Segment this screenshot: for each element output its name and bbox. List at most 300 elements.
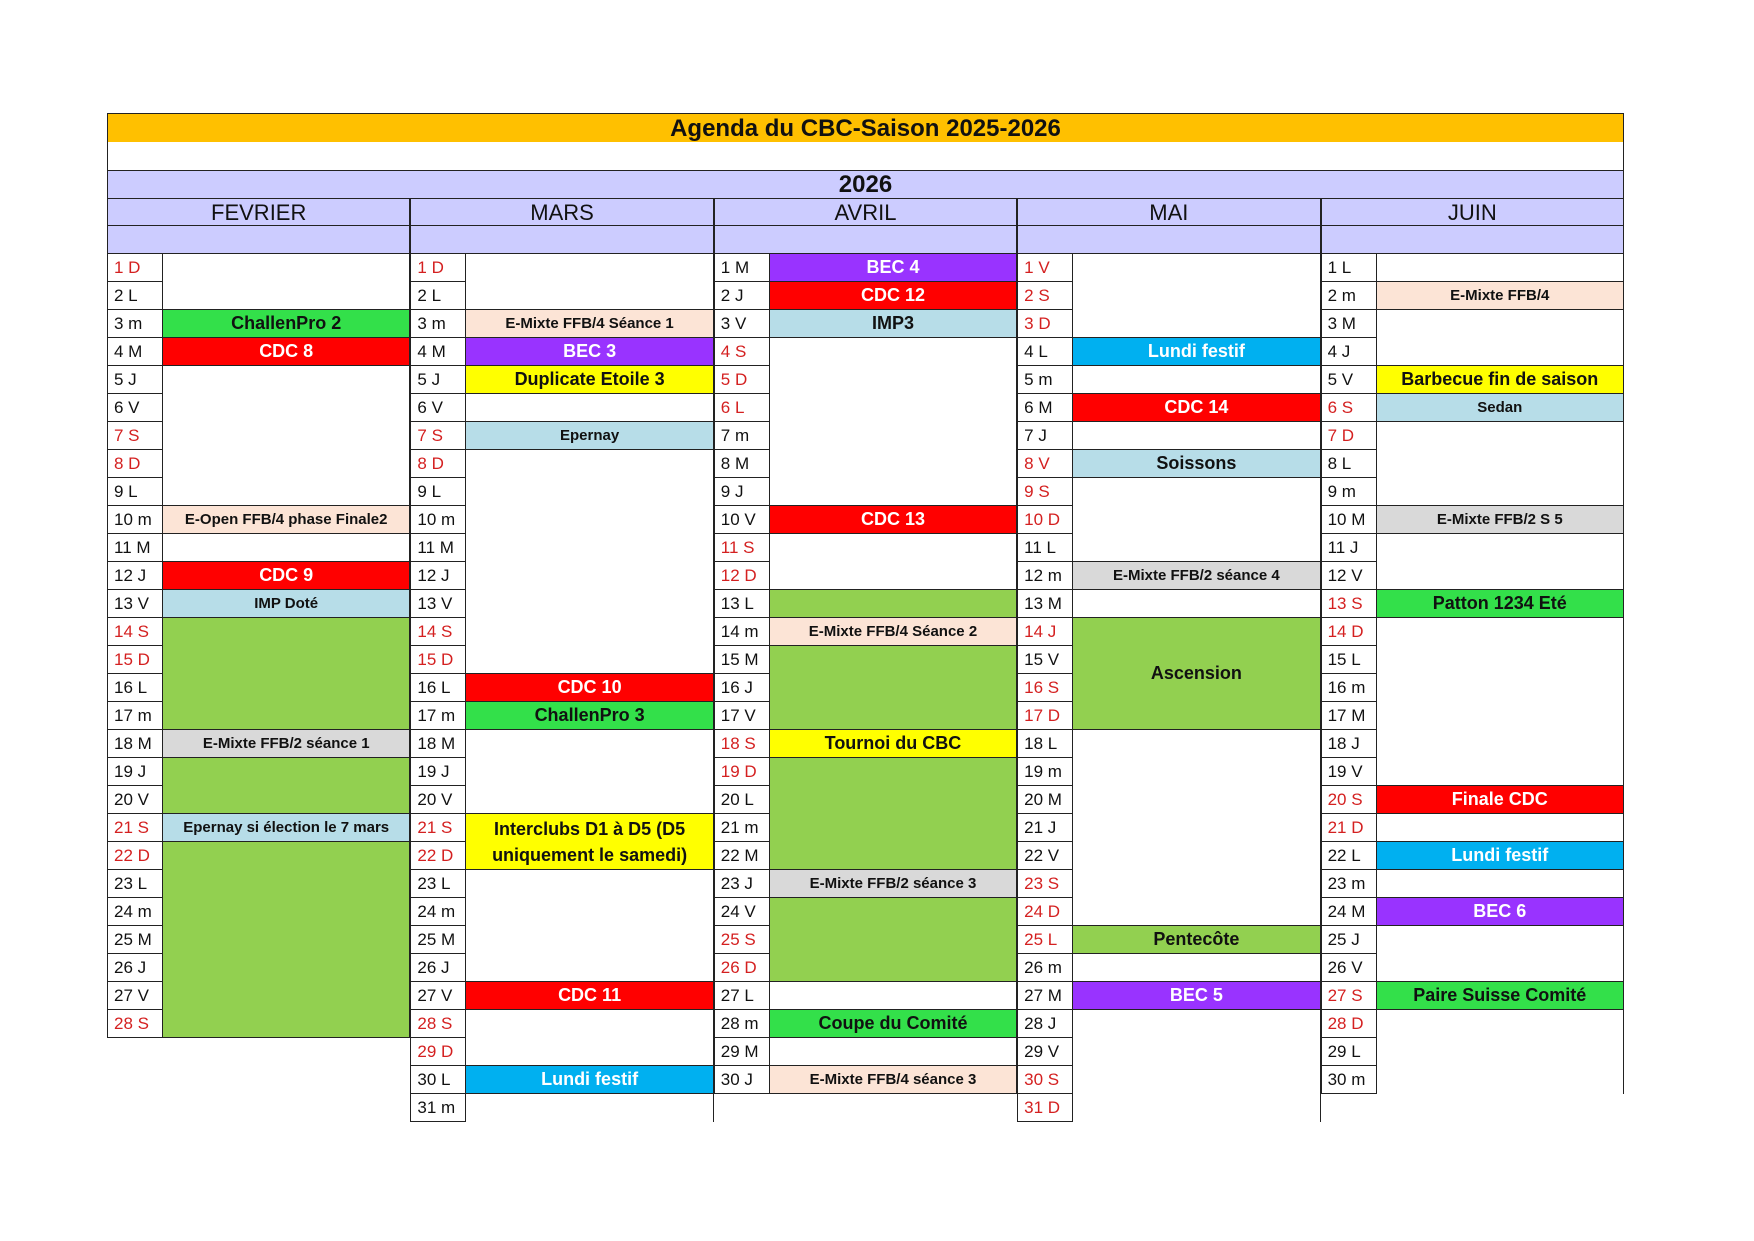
day-cell: 3 D <box>1017 310 1073 338</box>
day-row <box>410 506 713 534</box>
day-cell: 11 J <box>1321 534 1377 562</box>
day-cell: 10 V <box>714 506 770 534</box>
event-block: CDC 9 <box>163 561 410 590</box>
day-cell: 1 L <box>1321 254 1377 282</box>
event-cell-empty <box>1073 310 1320 338</box>
day-cell: 14 J <box>1017 618 1073 646</box>
event-cell-empty <box>1377 478 1624 506</box>
day-row <box>1321 758 1624 786</box>
event-block: Soissons <box>1073 449 1320 478</box>
day-cell: 27 S <box>1321 982 1377 1010</box>
month-column <box>714 198 1017 1122</box>
day-row <box>1017 366 1320 394</box>
event-block <box>163 617 410 730</box>
event-cell-empty <box>1073 1094 1320 1122</box>
day-cell: 28 D <box>1321 1010 1377 1038</box>
day-row <box>107 450 410 478</box>
event-cell-empty <box>466 1094 713 1122</box>
day-cell: 9 L <box>107 478 163 506</box>
day-cell: 23 J <box>714 870 770 898</box>
day-cell: 23 S <box>1017 870 1073 898</box>
day-cell: 17 m <box>107 702 163 730</box>
day-cell: 6 S <box>1321 394 1377 422</box>
event-block: Epernay <box>466 421 713 450</box>
month-column <box>1017 198 1320 1122</box>
event-cell-empty <box>1377 450 1624 478</box>
day-cell: 16 J <box>714 674 770 702</box>
day-cell: 9 m <box>1321 478 1377 506</box>
day-cell: 30 J <box>714 1066 770 1094</box>
day-cell: 27 V <box>410 982 466 1010</box>
event-cell-empty <box>466 646 713 674</box>
page-title: Agenda du CBC-Saison 2025-2026 <box>107 113 1624 142</box>
month-header: FEVRIER <box>107 198 410 226</box>
day-row <box>1321 478 1624 506</box>
day-cell: 24 m <box>410 898 466 926</box>
day-cell: 15 D <box>107 646 163 674</box>
event-cell-empty <box>1073 1038 1320 1066</box>
month-column <box>410 198 713 1122</box>
event-block: Ascension <box>1073 617 1320 730</box>
months-grid <box>107 198 1624 1122</box>
event-block <box>770 897 1017 982</box>
event-block: Epernay si élection le 7 mars <box>163 813 410 842</box>
event-block <box>163 841 410 1038</box>
event-cell-empty <box>1377 954 1624 982</box>
day-cell: 5 J <box>410 366 466 394</box>
day-cell: 4 L <box>1017 338 1073 366</box>
day-cell: 4 S <box>714 338 770 366</box>
event-block: Barbecue fin de saison <box>1377 365 1624 394</box>
day-cell: 21 D <box>1321 814 1377 842</box>
event-cell-empty <box>1377 254 1624 282</box>
day-cell: 18 L <box>1017 730 1073 758</box>
day-row <box>410 954 713 982</box>
month-subheader <box>410 226 713 254</box>
day-cell: 8 D <box>107 450 163 478</box>
event-block: Tournoi du CBC <box>770 729 1017 758</box>
day-cell: 21 S <box>107 814 163 842</box>
event-cell-empty <box>1073 1066 1320 1094</box>
day-row <box>1017 282 1320 310</box>
day-cell: 20 V <box>410 786 466 814</box>
day-cell: 31 D <box>1017 1094 1073 1122</box>
day-row <box>1321 674 1624 702</box>
day-row <box>1017 1094 1320 1122</box>
day-cell: 18 S <box>714 730 770 758</box>
day-cell: 31 m <box>410 1094 466 1122</box>
day-cell: 12 J <box>410 562 466 590</box>
event-cell-empty <box>1377 758 1624 786</box>
event-cell-empty <box>1073 478 1320 506</box>
event-cell-empty <box>1377 870 1624 898</box>
event-block: CDC 14 <box>1073 393 1320 422</box>
day-row <box>410 1010 713 1038</box>
day-cell: 12 V <box>1321 562 1377 590</box>
day-cell: 5 V <box>1321 366 1377 394</box>
event-cell-empty <box>1377 618 1624 646</box>
day-cell: 16 S <box>1017 674 1073 702</box>
event-cell-empty <box>1377 534 1624 562</box>
day-cell: 25 M <box>410 926 466 954</box>
day-row <box>1321 1010 1624 1038</box>
event-block: E-Mixte FFB/4 Séance 1 <box>466 309 713 338</box>
event-cell-empty <box>466 254 713 282</box>
event-cell-empty <box>1377 1066 1624 1094</box>
day-cell: 25 J <box>1321 926 1377 954</box>
day-cell: 10 M <box>1321 506 1377 534</box>
event-block: ChallenPro 2 <box>163 309 410 338</box>
day-cell: 29 D <box>410 1038 466 1066</box>
day-row <box>714 366 1017 394</box>
day-row <box>410 870 713 898</box>
day-cell: 4 J <box>1321 338 1377 366</box>
event-cell-empty <box>1377 338 1624 366</box>
event-cell-empty <box>1073 282 1320 310</box>
day-cell: 19 V <box>1321 758 1377 786</box>
day-cell: 20 S <box>1321 786 1377 814</box>
day-row <box>1017 1010 1320 1038</box>
event-block: CDC 13 <box>770 505 1017 534</box>
day-cell: 7 S <box>107 422 163 450</box>
day-row <box>714 1038 1017 1066</box>
day-row <box>714 394 1017 422</box>
event-block: IMP Doté <box>163 589 410 618</box>
event-cell-empty <box>770 338 1017 366</box>
event-cell-empty <box>466 786 713 814</box>
day-cell: 5 D <box>714 366 770 394</box>
day-cell: 10 D <box>1017 506 1073 534</box>
day-row <box>1321 646 1624 674</box>
day-row <box>1321 954 1624 982</box>
day-cell: 25 L <box>1017 926 1073 954</box>
event-cell-empty <box>1377 814 1624 842</box>
event-block: Finale CDC <box>1377 785 1624 814</box>
day-cell: 30 L <box>410 1066 466 1094</box>
day-row <box>714 562 1017 590</box>
event-block: BEC 4 <box>770 253 1017 282</box>
day-row <box>107 282 410 310</box>
day-row <box>410 1094 713 1122</box>
day-row <box>1321 310 1624 338</box>
event-cell-empty <box>1073 506 1320 534</box>
day-row <box>1321 1066 1624 1094</box>
day-cell: 13 M <box>1017 590 1073 618</box>
day-cell: 8 L <box>1321 450 1377 478</box>
day-row <box>1017 1066 1320 1094</box>
day-row <box>714 534 1017 562</box>
event-cell-empty <box>1377 562 1624 590</box>
event-block: Lundi festif <box>466 1065 713 1094</box>
event-block <box>770 757 1017 870</box>
day-row <box>1017 478 1320 506</box>
day-row <box>1321 618 1624 646</box>
day-row <box>410 1038 713 1066</box>
day-cell: 21 J <box>1017 814 1073 842</box>
day-cell: 4 M <box>107 338 163 366</box>
event-cell-empty <box>163 450 410 478</box>
day-row <box>1017 254 1320 282</box>
day-cell: 11 L <box>1017 534 1073 562</box>
day-cell: 21 m <box>714 814 770 842</box>
day-cell: 14 D <box>1321 618 1377 646</box>
day-cell: 24 V <box>714 898 770 926</box>
day-row <box>107 366 410 394</box>
day-cell: 22 M <box>714 842 770 870</box>
day-row <box>410 758 713 786</box>
event-cell-empty <box>163 254 410 282</box>
day-cell: 15 M <box>714 646 770 674</box>
event-cell-empty <box>770 450 1017 478</box>
day-cell: 26 V <box>1321 954 1377 982</box>
day-cell: 7 D <box>1321 422 1377 450</box>
event-cell-empty <box>466 870 713 898</box>
event-cell-empty <box>1073 534 1320 562</box>
day-row <box>1017 534 1320 562</box>
month-subheader <box>1321 226 1624 254</box>
event-cell-empty <box>770 422 1017 450</box>
event-cell-empty <box>163 282 410 310</box>
day-cell: 16 m <box>1321 674 1377 702</box>
day-cell: 12 J <box>107 562 163 590</box>
event-cell-empty <box>163 366 410 394</box>
day-row <box>410 786 713 814</box>
event-block <box>770 589 1017 618</box>
day-cell: 6 L <box>714 394 770 422</box>
day-row <box>107 534 410 562</box>
day-rows <box>410 254 713 1122</box>
day-cell: 14 S <box>107 618 163 646</box>
day-row <box>410 282 713 310</box>
day-row <box>1017 870 1320 898</box>
day-row <box>1017 310 1320 338</box>
day-cell: 13 S <box>1321 590 1377 618</box>
day-cell: 20 V <box>107 786 163 814</box>
day-cell: 24 M <box>1321 898 1377 926</box>
event-cell-empty <box>1377 702 1624 730</box>
event-cell-empty <box>1377 674 1624 702</box>
day-rows <box>107 254 410 1038</box>
day-cell: 17 m <box>410 702 466 730</box>
day-cell: 22 V <box>1017 842 1073 870</box>
day-row <box>1321 562 1624 590</box>
event-block: E-Mixte FFB/4 séance 3 <box>770 1065 1017 1094</box>
event-cell-empty <box>163 422 410 450</box>
day-rows <box>714 254 1017 1094</box>
event-cell-empty <box>770 534 1017 562</box>
event-cell-empty <box>466 926 713 954</box>
month-subheader <box>1017 226 1320 254</box>
event-block: Patton 1234 Eté <box>1377 589 1624 618</box>
day-row <box>714 478 1017 506</box>
event-cell-empty <box>1073 954 1320 982</box>
day-cell: 6 V <box>107 394 163 422</box>
day-row <box>107 254 410 282</box>
day-row <box>410 646 713 674</box>
day-cell: 25 M <box>107 926 163 954</box>
event-cell-empty <box>163 478 410 506</box>
day-cell: 11 S <box>714 534 770 562</box>
day-row <box>410 562 713 590</box>
day-cell: 13 V <box>410 590 466 618</box>
day-cell: 26 J <box>410 954 466 982</box>
event-cell-empty <box>1377 730 1624 758</box>
day-cell: 20 L <box>714 786 770 814</box>
day-cell: 12 D <box>714 562 770 590</box>
event-cell-empty <box>1377 926 1624 954</box>
day-cell: 26 m <box>1017 954 1073 982</box>
event-block: E-Mixte FFB/4 Séance 2 <box>770 617 1017 646</box>
event-block: E-Mixte FFB/4 <box>1377 281 1624 310</box>
day-cell: 18 J <box>1321 730 1377 758</box>
event-cell-empty <box>466 954 713 982</box>
event-block: ChallenPro 3 <box>466 701 713 730</box>
event-cell-empty <box>466 282 713 310</box>
event-cell-empty <box>466 1010 713 1038</box>
event-block: CDC 11 <box>466 981 713 1010</box>
event-block: Pentecôte <box>1073 925 1320 954</box>
day-row <box>410 898 713 926</box>
day-cell: 29 M <box>714 1038 770 1066</box>
day-cell: 13 L <box>714 590 770 618</box>
day-row <box>1321 450 1624 478</box>
day-cell: 21 S <box>410 814 466 842</box>
day-cell: 23 L <box>410 870 466 898</box>
day-row <box>410 618 713 646</box>
event-cell-empty <box>1073 898 1320 926</box>
day-cell: 22 L <box>1321 842 1377 870</box>
month-header: AVRIL <box>714 198 1017 226</box>
day-cell: 5 m <box>1017 366 1073 394</box>
day-cell: 9 J <box>714 478 770 506</box>
day-row <box>714 982 1017 1010</box>
day-row <box>410 534 713 562</box>
day-cell: 1 M <box>714 254 770 282</box>
day-cell: 9 S <box>1017 478 1073 506</box>
event-cell-empty <box>1073 730 1320 758</box>
event-cell-empty <box>466 1038 713 1066</box>
event-cell-empty <box>770 1038 1017 1066</box>
day-row <box>1017 590 1320 618</box>
day-cell: 23 L <box>107 870 163 898</box>
event-cell-empty <box>466 898 713 926</box>
day-cell: 14 m <box>714 618 770 646</box>
event-cell-empty <box>466 562 713 590</box>
day-cell: 10 m <box>410 506 466 534</box>
day-cell: 29 V <box>1017 1038 1073 1066</box>
day-row <box>1321 702 1624 730</box>
day-cell: 17 M <box>1321 702 1377 730</box>
event-cell-empty <box>1377 1038 1624 1066</box>
day-cell: 3 V <box>714 310 770 338</box>
event-cell-empty <box>466 450 713 478</box>
day-cell: 23 m <box>1321 870 1377 898</box>
day-cell: 13 V <box>107 590 163 618</box>
day-row <box>1321 422 1624 450</box>
month-header: MARS <box>410 198 713 226</box>
day-cell: 12 m <box>1017 562 1073 590</box>
day-cell: 8 D <box>410 450 466 478</box>
event-cell-empty <box>1073 254 1320 282</box>
day-cell: 7 S <box>410 422 466 450</box>
day-row <box>410 254 713 282</box>
day-cell: 27 V <box>107 982 163 1010</box>
day-row <box>714 450 1017 478</box>
day-cell: 28 m <box>714 1010 770 1038</box>
event-block: Duplicate Etoile 3 <box>466 365 713 394</box>
day-cell: 19 D <box>714 758 770 786</box>
calendar-sheet <box>107 113 1624 1122</box>
day-cell: 14 S <box>410 618 466 646</box>
day-row <box>1017 814 1320 842</box>
day-cell: 10 m <box>107 506 163 534</box>
event-block: Coupe du Comité <box>770 1009 1017 1038</box>
day-cell: 24 D <box>1017 898 1073 926</box>
event-cell-empty <box>1073 786 1320 814</box>
event-cell-empty <box>770 562 1017 590</box>
day-cell: 1 V <box>1017 254 1073 282</box>
day-cell: 2 S <box>1017 282 1073 310</box>
day-row <box>1017 758 1320 786</box>
day-cell: 18 M <box>410 730 466 758</box>
day-cell: 2 J <box>714 282 770 310</box>
day-cell: 7 m <box>714 422 770 450</box>
event-cell-empty <box>1073 422 1320 450</box>
day-cell: 28 S <box>107 1010 163 1038</box>
day-row <box>107 422 410 450</box>
event-cell-empty <box>1073 366 1320 394</box>
event-block: BEC 5 <box>1073 981 1320 1010</box>
month-subheader <box>107 226 410 254</box>
day-row <box>1017 842 1320 870</box>
day-cell: 26 D <box>714 954 770 982</box>
day-cell: 2 L <box>410 282 466 310</box>
month-column <box>1321 198 1624 1122</box>
event-cell-empty <box>770 478 1017 506</box>
event-cell-empty <box>1377 646 1624 674</box>
event-cell-empty <box>466 618 713 646</box>
day-cell: 22 D <box>107 842 163 870</box>
day-rows <box>1017 254 1320 1122</box>
day-row <box>714 338 1017 366</box>
day-cell: 2 m <box>1321 282 1377 310</box>
day-cell: 26 J <box>107 954 163 982</box>
event-block: E-Mixte FFB/2 séance 1 <box>163 729 410 758</box>
month-header: MAI <box>1017 198 1320 226</box>
day-cell: 6 M <box>1017 394 1073 422</box>
event-cell-empty <box>466 478 713 506</box>
event-cell-empty <box>1073 870 1320 898</box>
day-cell: 29 L <box>1321 1038 1377 1066</box>
event-block: E-Mixte FFB/2 séance 3 <box>770 869 1017 898</box>
day-row <box>1017 422 1320 450</box>
event-cell-empty <box>466 506 713 534</box>
event-cell-empty <box>1377 1010 1624 1038</box>
day-row <box>1017 786 1320 814</box>
event-cell-empty <box>1073 814 1320 842</box>
day-cell: 28 J <box>1017 1010 1073 1038</box>
day-row <box>410 590 713 618</box>
day-row <box>714 422 1017 450</box>
day-cell: 30 m <box>1321 1066 1377 1094</box>
day-row <box>410 450 713 478</box>
event-cell-empty <box>770 394 1017 422</box>
day-cell: 11 M <box>107 534 163 562</box>
day-cell: 15 L <box>1321 646 1377 674</box>
day-cell: 18 M <box>107 730 163 758</box>
event-block: CDC 8 <box>163 337 410 366</box>
day-cell: 4 M <box>410 338 466 366</box>
